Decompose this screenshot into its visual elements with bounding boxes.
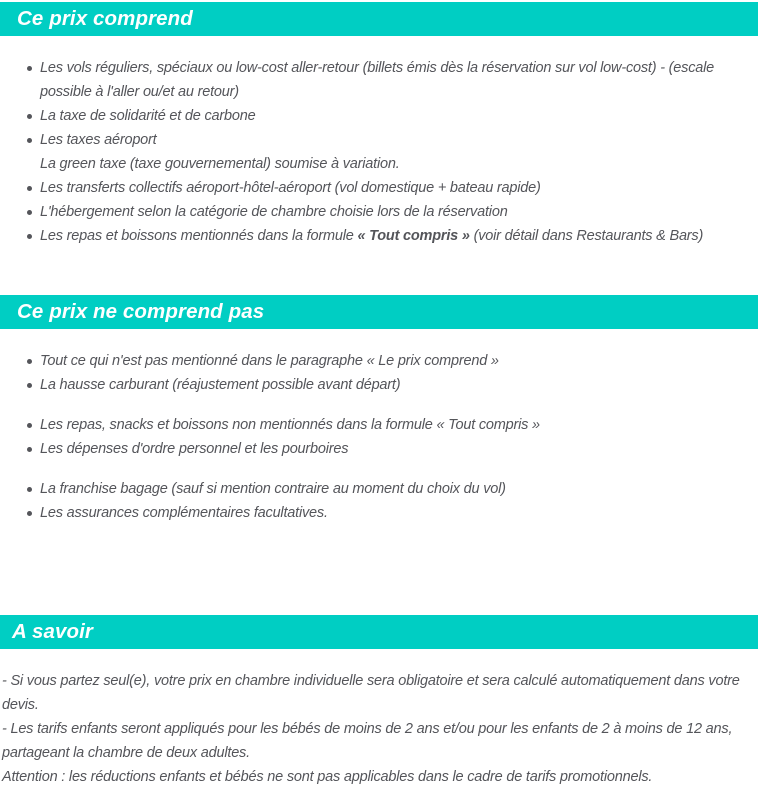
list-item	[40, 224, 728, 248]
list-item	[40, 501, 728, 525]
list-item-text: Les assurances complémentaires facultatives.	[40, 505, 328, 521]
list-item	[40, 104, 728, 128]
note-paragraph: - Les tarifs enfants seront appliqués pour les bébés de moins de 2 ans et/ou pour les enfants de 2 à moins de 12 ans, partageant la chambre de deux adultes.	[2, 721, 733, 761]
list-item	[40, 128, 728, 176]
section-header-price-excludes: Ce prix ne comprend pas	[0, 295, 758, 329]
section-price-excludes	[0, 295, 758, 525]
list-item	[40, 373, 728, 397]
good-to-know-notes	[2, 669, 752, 789]
section-header-good-to-know: A savoir	[0, 615, 758, 649]
list-item-text: (voir détail dans Restaurants & Bars)	[469, 228, 704, 244]
list-item-text: La taxe de solidarité et de carbone	[40, 108, 256, 124]
note-paragraph: - Si vous partez seul(e), votre prix en chambre individuelle sera obligatoire et sera calculé automatiquement dans votre devis.	[2, 673, 740, 713]
list-item-text: La hausse carburant (réajustement possible avant départ)	[40, 377, 401, 393]
list-item-text: Les transferts collectifs aéroport-hôtel-aéroport (vol domestique + bateau rapide)	[40, 180, 541, 196]
list-item-text: Les dépenses d'ordre personnel et les pourboires	[40, 441, 349, 457]
list-item-text: Tout ce qui n'est pas mentionné dans le paragraphe « Le prix comprend »	[40, 353, 499, 369]
list-item	[40, 413, 728, 437]
list-item	[40, 477, 728, 501]
list-item	[40, 200, 728, 224]
note-paragraph: Attention : les réductions enfants et bébés ne sont pas applicables dans le cadre de tarifs promotionnels.	[2, 769, 653, 785]
price-includes-list	[0, 56, 728, 248]
section-good-to-know	[0, 615, 758, 789]
list-item	[40, 437, 728, 461]
list-item-bold-text: « Tout compris »	[357, 228, 470, 244]
list-item-text: L'hébergement selon la catégorie de chambre choisie lors de la réservation	[40, 204, 508, 220]
list-item-text: Les vols réguliers, spéciaux ou low-cost aller-retour (billets émis dès la réservation sur vol low-cost) - (escale possible à l'aller ou/et au retour)	[40, 60, 715, 100]
section-price-includes	[0, 2, 758, 248]
list-item-text: Les repas, snacks et boissons non mentionnés dans la formule « Tout compris »	[40, 417, 540, 433]
list-item-text: La franchise bagage (sauf si mention contraire au moment du choix du vol)	[40, 481, 506, 497]
price-excludes-list	[0, 349, 728, 525]
list-item-text: Les taxes aéroport	[40, 132, 157, 148]
list-item	[40, 349, 728, 373]
list-item	[40, 176, 728, 200]
list-item	[40, 56, 728, 104]
section-header-price-includes: Ce prix comprend	[0, 2, 758, 36]
price-details-page	[0, 2, 758, 789]
list-item-continuation: La green taxe (taxe gouvernemental) soumise à variation.	[40, 156, 400, 172]
list-item-text: Les repas et boissons mentionnés dans la formule	[40, 228, 358, 244]
